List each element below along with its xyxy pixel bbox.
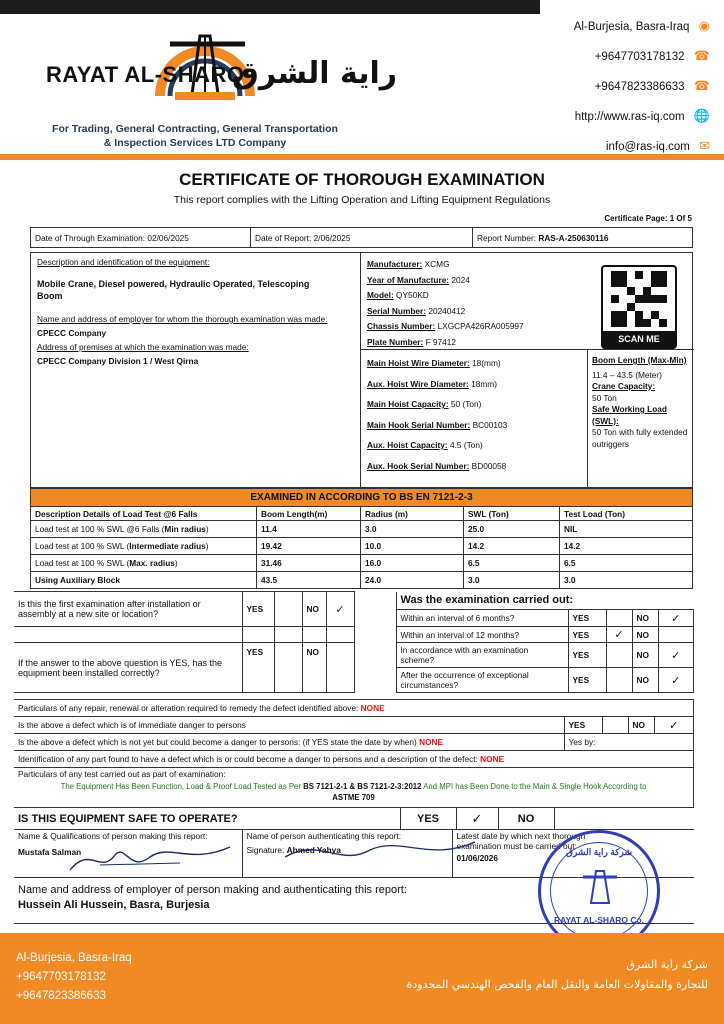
- installed-yes[interactable]: YES: [242, 643, 274, 693]
- stamp-english-text: RAYAT AL-SHARQ Co.: [553, 915, 645, 925]
- load-row-test: 14.2: [560, 538, 693, 555]
- chassis-value: LXGCPA426RA005997: [437, 321, 524, 331]
- carried-exceptional-no[interactable]: NO: [632, 668, 658, 693]
- serial-value: 20240412: [428, 305, 466, 316]
- load-row-boom: 43.5: [257, 572, 361, 589]
- load-test-banner: EXAMINED IN ACCORDING TO BS EN 7121-2-3: [31, 489, 693, 507]
- safe-table: [14, 807, 694, 830]
- footer: [0, 933, 724, 1024]
- exam-date: Date of Through Examination: 02/06/2025: [31, 228, 251, 248]
- page-subtitle: This report complies with the Lifting Operation and Lifting Equipment Regulations: [173, 194, 551, 206]
- installed-no[interactable]: NO: [302, 643, 326, 693]
- test-text-standard: BS 7121-2-1 & BS 7121-2-3:2012: [303, 782, 422, 791]
- boom-details: [592, 355, 692, 450]
- carried-6-no-check[interactable]: ✓: [658, 610, 694, 627]
- plate-row: [367, 335, 597, 351]
- auth-label: Name of person authenticating this report:: [246, 831, 402, 841]
- identification-label: Identification of any part found to have a defect which is or could become a danger to persons and a description of the defect:: [18, 754, 481, 764]
- test-text-pre: The Equipment Has Been Function, Load & Proof Load Tested as Per: [60, 782, 304, 791]
- aux-cap-value: 4.5 (Ton): [450, 440, 483, 450]
- load-row-desc-bold: Min radius: [164, 524, 206, 534]
- load-row-boom: 31.46: [257, 555, 361, 572]
- crane-cap-value: 50 Ton: [592, 392, 617, 403]
- dates-table: [30, 227, 693, 248]
- carried-6-yes[interactable]: YES: [568, 610, 606, 627]
- load-row-desc: [31, 538, 257, 555]
- phone-icon: ☎: [693, 48, 710, 63]
- crane-cap-label: Crane Capacity:: [592, 381, 656, 391]
- load-row-swl: 6.5: [464, 555, 560, 572]
- employer-label: Name and address of employer for whom the thorough examination was made:: [37, 314, 328, 324]
- logo-arabic-text: راية الشرق: [232, 56, 398, 91]
- carried-out-title: Was the examination carried out:: [400, 594, 574, 607]
- carried-scheme: In accordance with an examination scheme?: [396, 643, 568, 668]
- safe-yes[interactable]: YES: [400, 808, 456, 830]
- future-label: Is the above a defect which is not yet but could become a danger to persons: (if YES state the date by when): [18, 737, 420, 747]
- footer-contacts: [16, 949, 132, 1006]
- load-row-desc-post: ): [205, 524, 209, 534]
- report-employer-label: Name and address of employer of person making and authenticating this report:: [18, 884, 407, 896]
- repair-label: Particulars of any repair, renewal or alteration required to remedy the defect identified above:: [18, 703, 361, 713]
- contact-phone-1[interactable]: [480, 48, 710, 78]
- safe-yes-check[interactable]: ✓: [456, 808, 498, 830]
- serial-row: [367, 304, 597, 320]
- stamp-crane-icon: [579, 867, 621, 907]
- year-label: Year of Manufacture:: [367, 274, 450, 285]
- swl-label: Safe Working Load (SWL):: [592, 404, 667, 426]
- identification-value: NONE: [480, 754, 505, 764]
- contact-phone-2[interactable]: [480, 78, 710, 108]
- auth-name: Ahmed Yahya: [286, 845, 341, 855]
- load-test-header-desc: Description Details of Load Test @6 Falls: [31, 507, 257, 521]
- aux-cap-row: [367, 435, 587, 456]
- yes-by-label: Yes by:: [564, 734, 694, 751]
- footer-phone-2[interactable]: +9647823386633: [16, 990, 106, 1002]
- first-exam-question: Is this the first examination after installation or assembly at a new site or location?: [14, 592, 242, 627]
- carried-12-yes[interactable]: YES: [568, 627, 606, 643]
- tagline-line-1: For Trading, General Contracting, General Transportation: [52, 123, 338, 135]
- load-test-table: [30, 488, 693, 589]
- year-value: 2024: [451, 274, 470, 285]
- repair-value: NONE: [360, 703, 385, 713]
- report-number-label: Report Number:: [477, 232, 539, 243]
- defects-table: [14, 699, 694, 717]
- qr-code[interactable]: [601, 265, 677, 349]
- premises-label: Address of premises at which the examination was made:: [37, 342, 249, 352]
- load-row-radius: 24.0: [361, 572, 464, 589]
- report-date: Date of Report: 2/06/2025: [251, 228, 473, 248]
- aux-cap-label: Aux. Hoist Capacity:: [367, 440, 448, 450]
- header: [0, 0, 724, 160]
- ident-divider: [361, 349, 694, 350]
- header-orange-bar: [0, 154, 724, 160]
- mail-icon: ✉: [699, 138, 710, 153]
- equipment-ident: [367, 257, 597, 350]
- load-test-header-radius: Radius (m): [361, 507, 464, 521]
- repair-row: [14, 700, 694, 717]
- carried-scheme-no-check[interactable]: ✓: [658, 643, 694, 668]
- test-text-astm: ASTME 709: [332, 793, 375, 802]
- equipment-left: [31, 253, 361, 487]
- aux-hook-label: Aux. Hook Serial Number:: [367, 460, 470, 471]
- load-row-desc-bold: Using Auxiliary Block: [35, 575, 120, 585]
- contact-email-text: info@ras-iq.com: [605, 141, 690, 153]
- test-particulars: [14, 768, 694, 808]
- location-icon: ◉: [698, 18, 710, 33]
- load-row-desc-bold: Intermediate radius: [129, 541, 206, 551]
- main-wire-row: [367, 353, 587, 374]
- carried-exceptional-no-check[interactable]: ✓: [658, 668, 694, 693]
- load-row-desc-post: ): [205, 541, 209, 551]
- manufacturer-row: [367, 257, 597, 273]
- hoist-details: [367, 353, 587, 476]
- contact-panel: [480, 18, 710, 168]
- identification-row: [14, 751, 694, 768]
- load-row-radius: 10.0: [361, 538, 464, 555]
- equipment-desc-label: Description and identification of the equipment:: [37, 257, 210, 267]
- contact-phone-2-text: +9647823386633: [594, 81, 685, 93]
- main-hook-value: BC00103: [472, 419, 508, 430]
- footer-address: Al-Burjesia, Basra-Iraq: [16, 952, 132, 964]
- future-table: [14, 733, 694, 751]
- load-test-header-boom: Boom Length(m): [257, 507, 361, 521]
- employer-value: CPECC Company: [37, 328, 107, 338]
- load-row-boom: 11.4: [257, 521, 361, 538]
- load-row-swl: 14.2: [464, 538, 560, 555]
- qr-code-icon: [611, 271, 667, 327]
- immediate-no[interactable]: NO: [628, 717, 654, 734]
- boom-value: 11.4 – 43.5 (Meter): [592, 369, 662, 380]
- scan-me-label: SCAN ME: [603, 331, 675, 347]
- manufacturer-value: XCMG: [424, 259, 450, 269]
- load-row-desc-pre: Load test at 100 % SWL (: [35, 541, 130, 551]
- contact-address-text: Al-Burjesia, Basra-Iraq: [573, 21, 690, 33]
- premises-value: CPECC Company Division 1 / West Qirna: [37, 356, 199, 366]
- manufacturer-label: Manufacturer:: [367, 259, 423, 269]
- main-cap-value: 50 (Ton): [450, 399, 482, 409]
- load-row-test: NIL: [560, 521, 693, 538]
- equipment-desc-value: Mobile Crane, Diesel powered, Hydraulic Operated, Telescoping Boom: [37, 279, 310, 301]
- aux-wire-row: [367, 374, 587, 395]
- chassis-row: [367, 319, 597, 335]
- load-test-header-test: Test Load (Ton): [560, 507, 693, 521]
- load-row-swl: 3.0: [464, 572, 560, 589]
- table-row: [31, 555, 693, 572]
- contact-address: [480, 18, 710, 48]
- maker-label: Name & Qualifications of person making this report:: [18, 831, 208, 841]
- model-row: [367, 288, 597, 304]
- maker-name: Mustafa Salman: [18, 847, 82, 857]
- load-row-test: 3.0: [560, 572, 693, 589]
- safe-no[interactable]: NO: [498, 808, 554, 830]
- contact-website[interactable]: [480, 108, 710, 138]
- tagline-line-2: & Inspection Services LTD Company: [103, 137, 287, 149]
- phone-icon: ☎: [693, 78, 710, 93]
- stamp-arabic-text: شركة راية الشرق: [565, 847, 632, 857]
- load-row-desc-pre: Load test at 100 % SWL @6 Falls (: [35, 524, 165, 534]
- main-cap-row: [367, 394, 587, 415]
- load-row-desc-pre: Load test at 100 % SWL (: [35, 558, 130, 568]
- load-row-radius: 3.0: [361, 521, 464, 538]
- contact-email[interactable]: [480, 138, 710, 168]
- serial-label: Serial Number:: [367, 305, 427, 316]
- carried-12-yes-check[interactable]: ✓: [606, 627, 632, 643]
- aux-wire-value: 18mm): [471, 378, 497, 389]
- load-test-header-row: [31, 507, 693, 521]
- safe-question: IS THIS EQUIPMENT SAFE TO OPERATE?: [14, 808, 400, 830]
- load-row-desc: [31, 521, 257, 538]
- equipment-block: [30, 252, 693, 488]
- year-row: [367, 273, 597, 289]
- main-wire-value: 18(mm): [472, 358, 501, 368]
- contact-phone-1-text: +9647703178132: [594, 51, 685, 63]
- load-row-desc-post: ): [174, 558, 178, 568]
- report-number-value: RAS-A-250630116: [538, 232, 609, 243]
- chassis-label: Chassis Number:: [367, 321, 436, 331]
- contact-website-text: http://www.ras-iq.com: [574, 111, 685, 123]
- carried-12-no[interactable]: NO: [632, 627, 658, 643]
- footer-phone-1[interactable]: +9647703178132: [16, 971, 106, 983]
- table-row: [31, 538, 693, 555]
- main-wire-label: Main Hoist Wire Diameter:: [367, 358, 470, 368]
- report-employer-value: Hussein Ali Hussein, Basra, Burjesia: [18, 899, 210, 911]
- carried-6-no[interactable]: NO: [632, 610, 658, 627]
- boom-label: Boom Length (Max-Min): [592, 355, 687, 365]
- globe-icon: 🌐: [693, 108, 710, 123]
- main-cap-label: Main Hoist Capacity:: [367, 399, 449, 409]
- page-title: CERTIFICATE OF THOROUGH EXAMINATION: [179, 170, 545, 189]
- test-particulars-text: [18, 781, 689, 803]
- carried-scheme-yes[interactable]: YES: [568, 643, 606, 668]
- main-hook-row: [367, 415, 587, 436]
- model-value: QY50KD: [396, 290, 429, 300]
- load-row-desc: [31, 572, 257, 589]
- aux-hook-row: [367, 456, 587, 477]
- next-exam-label: Latest date by which next thorough examination must be carried out:: [456, 831, 586, 851]
- first-exam-no[interactable]: NO: [302, 592, 326, 627]
- aux-wire-label: Aux. Hoist Wire Diameter:: [367, 378, 469, 389]
- immediate-table: [14, 716, 694, 734]
- carried-exceptional-yes[interactable]: YES: [568, 668, 606, 693]
- main-hook-label: Main Hook Serial Number:: [367, 419, 471, 430]
- footer-arabic-activities: للتجارة والمقاولات العامة والنقل العام والفحص الهندسي المحدودة: [406, 978, 708, 991]
- aux-hook-value: BD00058: [471, 460, 507, 471]
- carried-scheme-no[interactable]: NO: [632, 643, 658, 668]
- load-row-swl: 25.0: [464, 521, 560, 538]
- load-row-test: 6.5: [560, 555, 693, 572]
- swl-value: 50 Ton with fully extended outriggers: [592, 427, 688, 449]
- footer-arabic: [407, 955, 708, 995]
- immediate-question: Is the above a defect which is of immediate danger to persons: [14, 717, 564, 734]
- company-tagline: [30, 122, 360, 150]
- immediate-no-check[interactable]: ✓: [654, 717, 694, 734]
- future-value: NONE: [419, 737, 444, 747]
- load-row-radius: 16.0: [361, 555, 464, 572]
- load-row-desc-bold: Max. radius: [129, 558, 175, 568]
- plate-value: F 97412: [425, 336, 457, 347]
- carried-exceptional: After the occurrence of exceptional circumstances?: [396, 668, 568, 693]
- footer-arabic-name: شركة راية الشرق: [626, 958, 708, 971]
- test-text-mid: And MPI has Been Done to the Main & Single Hook According to: [421, 782, 647, 791]
- installed-question: If the answer to the above question is YES, has the equipment been installed correctly?: [14, 643, 242, 693]
- next-exam-date: 01/06/2026: [456, 853, 499, 863]
- future-question: [14, 734, 564, 751]
- carried-6-months: Within an interval of 6 months?: [396, 610, 568, 627]
- immediate-yes[interactable]: YES: [564, 717, 602, 734]
- test-particulars-label: Particulars of any test carried out as part of examination:: [18, 769, 226, 779]
- carried-12-months: Within an interval of 12 months?: [396, 627, 568, 643]
- report-number: [473, 228, 693, 248]
- auth-sig-label: Signature:: [246, 845, 287, 855]
- boom-divider: [587, 349, 588, 487]
- header-accent-bar: [0, 0, 540, 14]
- model-label: Model:: [367, 290, 394, 300]
- maker-signature-image: [60, 835, 240, 880]
- table-row: [31, 572, 693, 589]
- page-label: Certificate Page: 1 Of 5: [604, 214, 692, 223]
- table-row: [31, 521, 693, 538]
- plate-label: Plate Number:: [367, 336, 424, 347]
- auth-signature-image: [280, 832, 480, 872]
- load-row-desc: [31, 555, 257, 572]
- first-exam-yes[interactable]: YES: [242, 592, 274, 627]
- identification-table: [14, 750, 694, 808]
- questions-table: [14, 591, 694, 693]
- logo-text: RAYAT AL-SHARQ: [46, 62, 245, 87]
- first-exam-no-check[interactable]: ✓: [326, 592, 354, 627]
- load-row-boom: 19.42: [257, 538, 361, 555]
- load-test-header-swl: SWL (Ton): [464, 507, 560, 521]
